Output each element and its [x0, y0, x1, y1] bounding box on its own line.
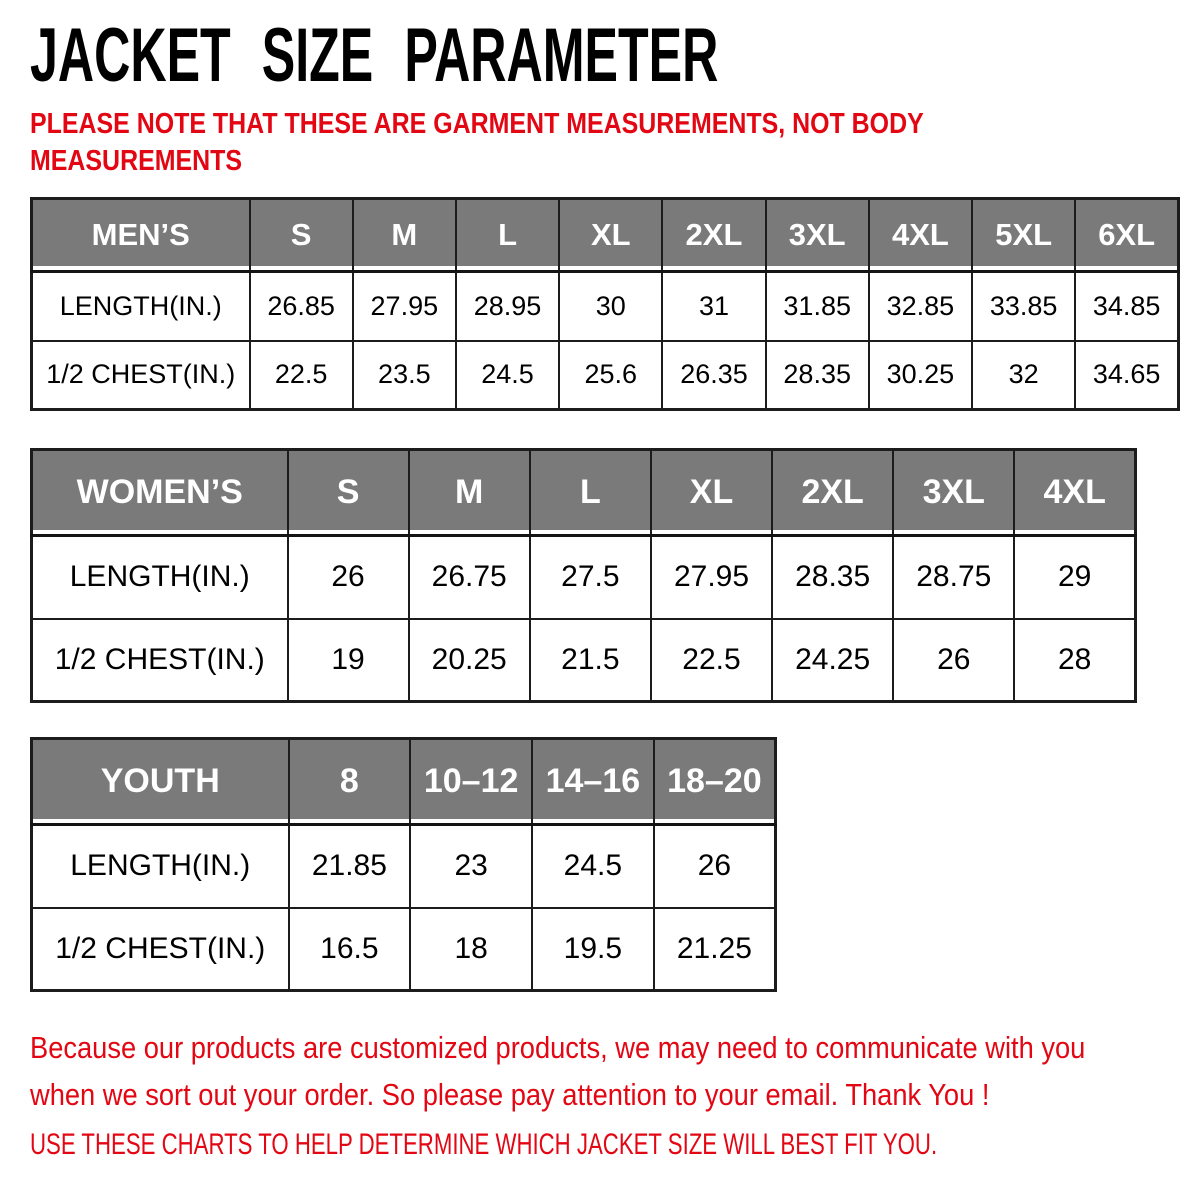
value-cell: 19 [288, 619, 409, 702]
row-label-cell: LENGTH(IN.) [32, 825, 289, 908]
note-line: PLEASE NOTE THAT THESE ARE GARMENT MEASUREMENTS, NOT BODY [30, 108, 924, 140]
value-cell: 26 [654, 825, 776, 908]
value-cell: 31.85 [766, 272, 869, 341]
value-cell: 19.5 [532, 908, 654, 991]
row-label-cell: LENGTH(IN.) [32, 536, 288, 619]
row-label-cell: 1/2 CHEST(IN.) [32, 619, 288, 702]
value-cell: 31 [662, 272, 765, 341]
size-header-cell: 14–16 [532, 739, 654, 825]
value-cell: 22.5 [651, 619, 772, 702]
measurement-row [32, 536, 1136, 619]
value-cell: 20.25 [409, 619, 530, 702]
mens-size-table [30, 197, 1180, 411]
youth-size-table [30, 737, 777, 992]
measurement-row [32, 272, 1179, 341]
value-cell: 22.5 [250, 341, 353, 410]
value-cell: 30 [559, 272, 662, 341]
value-cell: 32.85 [869, 272, 972, 341]
size-header-cell: 3XL [893, 450, 1014, 536]
size-header-cell: 6XL [1075, 199, 1178, 272]
value-cell: 33.85 [972, 272, 1075, 341]
value-cell: 26 [893, 619, 1014, 702]
customization-notice-line: Because our products are customized products, we may need to communicate with you [30, 1030, 1086, 1065]
size-header-cell: 4XL [869, 199, 972, 272]
value-cell: 24.5 [456, 341, 559, 410]
value-cell: 28.75 [893, 536, 1014, 619]
value-cell: 32 [972, 341, 1075, 410]
value-cell: 29 [1014, 536, 1135, 619]
size-header-cell: M [409, 450, 530, 536]
note-line: MEASUREMENTS [30, 145, 243, 177]
value-cell: 27.95 [651, 536, 772, 619]
table-title-cell: YOUTH [32, 739, 289, 825]
value-cell: 34.85 [1075, 272, 1178, 341]
page-title: JACKET SIZE PARAMETER [30, 13, 719, 98]
size-header-cell: L [456, 199, 559, 272]
measurement-row [32, 619, 1136, 702]
value-cell: 26.85 [250, 272, 353, 341]
measurement-row [32, 341, 1179, 410]
value-cell: 27.95 [353, 272, 456, 341]
value-cell: 28.35 [772, 536, 893, 619]
value-cell: 21.5 [530, 619, 651, 702]
value-cell: 28 [1014, 619, 1135, 702]
size-header-cell: XL [651, 450, 772, 536]
size-header-cell: 18–20 [654, 739, 776, 825]
customization-notice-line: when we sort out your order. So please pay attention to your email. Thank You ! [30, 1077, 990, 1112]
value-cell: 24.5 [532, 825, 654, 908]
row-label-cell: 1/2 CHEST(IN.) [32, 908, 289, 991]
size-header-cell: 10–12 [410, 739, 532, 825]
size-header-cell: 8 [289, 739, 411, 825]
value-cell: 27.5 [530, 536, 651, 619]
value-cell: 26 [288, 536, 409, 619]
measurement-row [32, 908, 776, 991]
size-header-row [32, 199, 1179, 272]
value-cell: 23 [410, 825, 532, 908]
size-header-cell: 5XL [972, 199, 1075, 272]
size-header-cell: 4XL [1014, 450, 1135, 536]
value-cell: 18 [410, 908, 532, 991]
size-header-row [32, 739, 776, 825]
table-title-cell: MEN’S [32, 199, 250, 272]
value-cell: 30.25 [869, 341, 972, 410]
value-cell: 26.75 [409, 536, 530, 619]
value-cell: 23.5 [353, 341, 456, 410]
value-cell: 21.85 [289, 825, 411, 908]
size-header-cell: S [288, 450, 409, 536]
customization-notice [30, 1024, 1085, 1118]
size-header-cell: 2XL [772, 450, 893, 536]
size-header-cell: 2XL [662, 199, 765, 272]
measurement-row [32, 825, 776, 908]
value-cell: 26.35 [662, 341, 765, 410]
value-cell: 28.95 [456, 272, 559, 341]
size-header-cell: XL [559, 199, 662, 272]
row-label-cell: LENGTH(IN.) [32, 272, 250, 341]
chart-usage-instruction: USE THESE CHARTS TO HELP DETERMINE WHICH JACKET SIZE WILL BEST FIT YOU. [30, 1128, 938, 1161]
row-label-cell: 1/2 CHEST(IN.) [32, 341, 250, 410]
size-header-cell: 3XL [766, 199, 869, 272]
garment-measurement-note [30, 106, 924, 180]
value-cell: 24.25 [772, 619, 893, 702]
value-cell: 25.6 [559, 341, 662, 410]
size-header-cell: L [530, 450, 651, 536]
size-header-cell: S [250, 199, 353, 272]
value-cell: 16.5 [289, 908, 411, 991]
womens-size-table [30, 448, 1137, 703]
value-cell: 28.35 [766, 341, 869, 410]
value-cell: 34.65 [1075, 341, 1178, 410]
value-cell: 21.25 [654, 908, 776, 991]
table-title-cell: WOMEN’S [32, 450, 288, 536]
size-header-cell: M [353, 199, 456, 272]
size-header-row [32, 450, 1136, 536]
